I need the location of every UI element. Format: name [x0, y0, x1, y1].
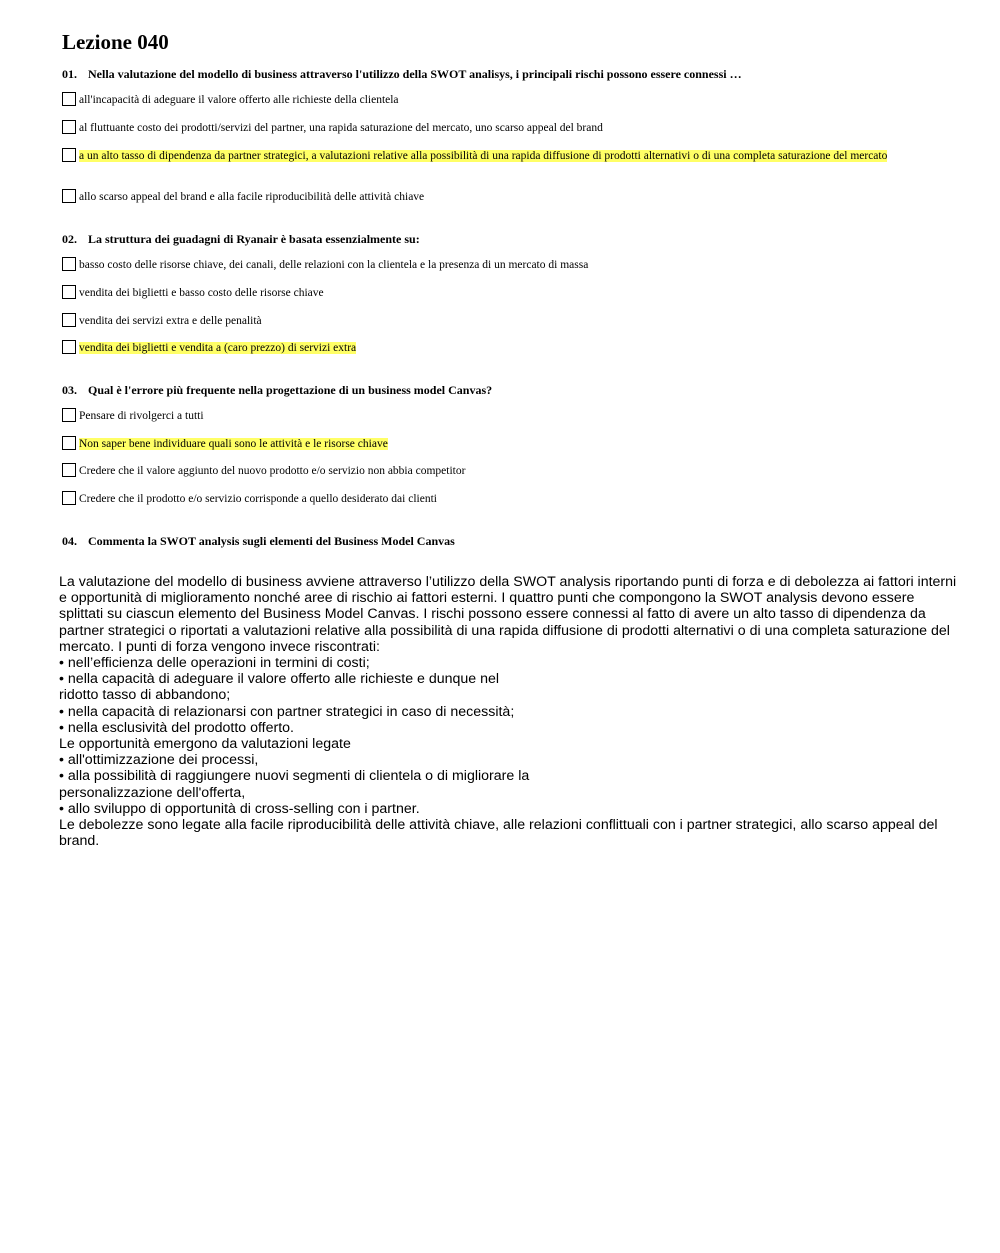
question-04	[62, 534, 455, 549]
question-text: Commenta la SWOT analysis sugli elementi del Business Model Canvas	[88, 534, 455, 548]
answer-line: Le debolezze sono legate alla facile riproducibilità delle attività chiave, alle relazioni conflittuali con i partner strategici, allo scarso appeal del	[59, 817, 938, 834]
q02-option-3[interactable]	[62, 313, 920, 329]
q01-option-3[interactable]	[62, 148, 920, 164]
option-text-highlighted: vendita dei biglietti e vendita a (caro prezzo) di servizi extra	[79, 342, 357, 354]
option-text: all'incapacità di adeguare il valore offerto alle richieste della clientela	[79, 94, 399, 106]
option-text: basso costo delle risorse chiave, dei canali, delle relazioni con la clientela e la presenza di un mercato di massa	[79, 259, 589, 271]
checkbox[interactable]	[62, 436, 76, 450]
checkbox[interactable]	[62, 120, 76, 134]
answer-line: splittati su ciascun elemento del Business Model Canvas. I rischi possono essere connessi al fatto di avere un alto tasso di dipendenza da	[59, 606, 926, 623]
answer-line: mercato. I punti di forza vengono invece riscontrati:	[59, 638, 380, 655]
q03-option-3[interactable]	[62, 463, 920, 479]
option-text: allo scarso appeal del brand e alla facile riproducibilità delle attività chiave	[79, 191, 425, 203]
checkbox[interactable]	[62, 92, 76, 106]
answer-line: • nell’efficienza delle operazioni in termini di costi;	[59, 655, 370, 672]
question-text: Qual è l'errore più frequente nella progettazione di un business model Canvas?	[88, 383, 493, 397]
answer-line: Le opportunità emergono da valutazioni legate	[59, 736, 351, 753]
q02-option-2[interactable]	[62, 285, 920, 301]
page-title: Lezione 040	[62, 30, 169, 54]
q03-option-2[interactable]	[62, 436, 920, 452]
answer-line: • all'ottimizzazione dei processi,	[59, 752, 259, 769]
checkbox[interactable]	[62, 463, 76, 477]
option-text: al fluttuante costo dei prodotti/servizi del partner, una rapida saturazione del mercato, uno scarso appeal del brand	[79, 122, 603, 134]
option-text: vendita dei servizi extra e delle penalità	[79, 315, 262, 327]
checkbox[interactable]	[62, 340, 76, 354]
option-text-highlighted: a un alto tasso di dipendenza da partner strategici, a valutazioni relative alla possibilità di una rapida diffusione di prodotti alternativi o di una completa saturazione del mercato	[79, 150, 888, 162]
answer-line: partner strategici o riportati a valutazioni relative alla possibilità di una rapida diffusione di prodotti alternativi o di una completa saturazione del	[59, 622, 950, 639]
answer-line: • alla possibilità di raggiungere nuovi segmenti di clientela o di migliorare la	[59, 768, 530, 785]
question-text: Nella valutazione del modello di business attraverso l'utilizzo della SWOT analisys, i principali rischi possono essere connessi …	[88, 67, 742, 81]
question-03	[62, 383, 492, 398]
q01-option-2[interactable]	[62, 120, 920, 136]
question-01	[62, 67, 742, 82]
q01-option-1[interactable]	[62, 92, 920, 108]
question-02	[62, 232, 420, 247]
answer-line: personalizzazione dell'offerta,	[59, 784, 246, 801]
q02-option-4[interactable]	[62, 340, 920, 356]
question-number: 04.	[62, 534, 77, 548]
q01-option-4[interactable]	[62, 189, 920, 205]
q03-option-4[interactable]	[62, 491, 920, 507]
checkbox[interactable]	[62, 285, 76, 299]
question-number: 01.	[62, 67, 77, 81]
checkbox[interactable]	[62, 148, 76, 162]
answer-line: • allo sviluppo di opportunità di cross-selling con i partner.	[59, 800, 420, 817]
answer-line: e opportunità di miglioramento nonché aree di rischio ai fattori esterni. I quattro punti che compongono la SWOT analysis devono essere	[59, 590, 915, 607]
question-number: 02.	[62, 232, 77, 246]
answer-line: brand.	[59, 833, 100, 850]
option-text: vendita dei biglietti e basso costo delle risorse chiave	[79, 287, 324, 299]
q03-option-1[interactable]	[62, 408, 920, 424]
q02-option-1[interactable]	[62, 257, 920, 273]
option-text-highlighted: Non saper bene individuare quali sono le attività e le risorse chiave	[79, 438, 388, 450]
question-text: La struttura dei guadagni di Ryanair è basata essenzialmente su:	[88, 232, 420, 246]
option-text: Credere che il prodotto e/o servizio corrisponde a quello desiderato dai clienti	[79, 493, 437, 505]
option-text: Credere che il valore aggiunto del nuovo prodotto e/o servizio non abbia competitor	[79, 465, 466, 477]
option-text: Pensare di rivolgerci a tutti	[79, 410, 204, 422]
checkbox[interactable]	[62, 313, 76, 327]
checkbox[interactable]	[62, 491, 76, 505]
answer-line: La valutazione del modello di business avviene attraverso l’utilizzo della SWOT analysis riportando punti di forza e di debolezza ai fattori interni	[59, 574, 957, 590]
checkbox[interactable]	[62, 189, 76, 203]
answer-line: ridotto tasso di abbandono;	[59, 687, 231, 704]
checkbox[interactable]	[62, 408, 76, 422]
answer-line: • nella esclusività del prodotto offerto.	[59, 719, 294, 736]
question-number: 03.	[62, 383, 77, 397]
open-answer-text	[59, 574, 984, 849]
answer-line: • nella capacità di relazionarsi con partner strategici in caso di necessità;	[59, 703, 515, 720]
checkbox[interactable]	[62, 257, 76, 271]
answer-line: • nella capacità di adeguare il valore offerto alle richieste e dunque nel	[59, 671, 500, 688]
